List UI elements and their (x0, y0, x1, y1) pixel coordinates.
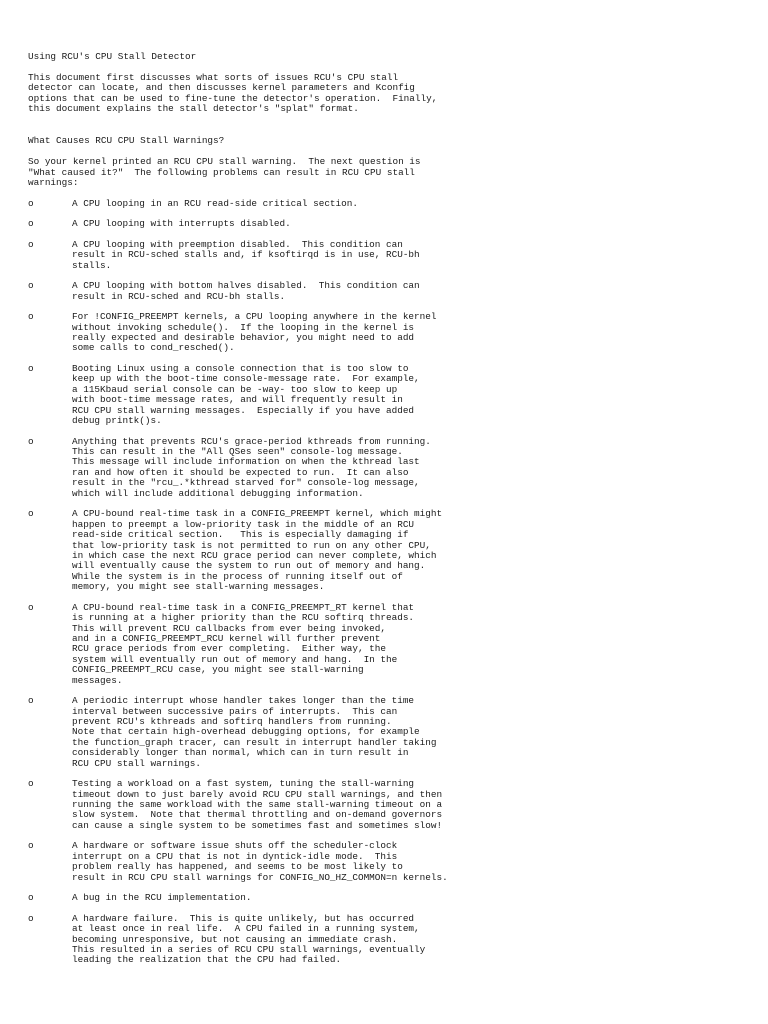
bullet-marker: o (28, 892, 34, 904)
list-item (28, 312, 748, 354)
list-item (28, 240, 748, 271)
list-item (28, 779, 748, 831)
list-item (28, 603, 748, 686)
list-item-text: A CPU-bound real-time task in a CONFIG_PREEMPT_RT kernel that is running at a higher priority than the RCU softirq threads. This will prevent RCU callbacks from ever being invoked, and in a CONFIG_PREEMPT_RCU kernel will further prevent RCU grace periods from ever completing. Either way, the system will eventually run out of memory and hang. In the CONFIG_PREEMPT_RCU case, you might see stall-warning messages. (72, 601, 415, 686)
spacer (28, 115, 748, 137)
list-item (28, 914, 748, 966)
section-heading: What Causes RCU CPU Stall Warnings? (28, 135, 225, 147)
bullet-marker: o (28, 601, 34, 613)
bullet-marker: o (28, 363, 34, 375)
list-item (28, 199, 748, 209)
list-item (28, 281, 748, 302)
list-item (28, 509, 748, 592)
section-intro-paragraph: So your kernel printed an RCU CPU stall warning. The next question is "What caused it?" The following problems can result in RCU CPU stall warnings: (28, 156, 421, 189)
bullet-marker: o (28, 695, 34, 707)
list-item-text: Booting Linux using a console connection that is too slow to keep up with the boot-time console-message rate. For example, a 115Kbaud serial console can be -way- too slow to keep up with boot-time message rates, and will frequently result in RCU CPU stall warning messages. Especially if you have added debug printk()s. (72, 363, 420, 427)
list-item (28, 696, 748, 769)
bullet-marker: o (28, 280, 34, 292)
list-item-text: A CPU looping with interrupts disabled. (72, 218, 291, 230)
list-item-text: A hardware or software issue shuts off the scheduler-clock interrupt on a CPU that is not in dyntick-idle mode. This problem really has happened, and seems to be most likely to result in RCU CPU stall warnings for CONFIG_NO_HZ_COMMON=n kernels. (72, 840, 448, 883)
bullet-marker: o (28, 238, 34, 250)
page-title: Using RCU's CPU Stall Detector (28, 51, 197, 62)
bullet-marker: o (28, 508, 34, 520)
list-item-text: A periodic interrupt whose handler takes longer than the time interval between successive pairs of interrupts. This can prevent RCU's kthreads and softirq handlers from running. Note that certain high-overhead debugging options, for example the function_graph tracer, can result in interrupt handler taking considerably longer than normal, which can in turn result in RCU CPU stall warnings. (72, 695, 437, 769)
list-item (28, 841, 748, 883)
bullet-marker: o (28, 218, 34, 230)
list-item (28, 364, 748, 426)
cause-list (28, 199, 748, 966)
list-item-text: A CPU-bound real-time task in a CONFIG_PREEMPT kernel, which might happen to preempt a low-priority task in the middle of an RCU read-side critical section. This is especially damaging if that low-priority task is not permitted to run on any other CPU, in which case the next RCU grace period can never complete, which will eventually cause the system to run out of memory and hang. While the system is in the process of running itself out of memory, you might see stall-warning messages. (72, 508, 443, 593)
bullet-marker: o (28, 197, 34, 209)
list-item (28, 437, 748, 499)
bullet-marker: o (28, 912, 34, 924)
list-item-text: A CPU looping in an RCU read-side critical section. (72, 197, 358, 209)
list-item-text: Testing a workload on a fast system, tuning the stall-warning timeout down to just barely avoid RCU CPU stall warnings, and then running the same workload with the same stall-warning timeout on a slow system. Note that thermal throttling and on-demand governors can cause a single system to be sometimes fast and sometimes slow! (72, 778, 443, 831)
document-page (28, 52, 748, 966)
bullet-marker: o (28, 435, 34, 447)
list-item-text: A CPU looping with preemption disabled. This condition can result in RCU-sched stalls and, if ksoftirqd is in use, RCU-bh stalls. (72, 238, 420, 271)
list-item-text: Anything that prevents RCU's grace-period kthreads from running. This can result in the "All QSes seen" console-log message. This message will include information on when the kthread last ran and how often it should be expected to run. It can also result in the "rcu_.*kthread starved for" console-log message, which will include additional debugging information. (72, 435, 431, 499)
list-item-text: A hardware failure. This is quite unlikely, but has occurred at least once in real life. A CPU failed in a running system, becoming unresponsive, but not causing an immediate crash. This resulted in a series of RCU CPU stall warnings, eventually leading the realization that the CPU had failed. (72, 912, 426, 966)
list-item-text: A bug in the RCU implementation. (72, 892, 252, 904)
intro-paragraph: This document first discusses what sorts of issues RCU's CPU stall detector can locate, and then discusses kernel parameters and Kconfig options that can be used to fine-tune the detector's operation. Finally, this document explains the stall detector's "splat" format. (28, 72, 438, 115)
list-item-text: A CPU looping with bottom halves disabled. This condition can result in RCU-sched and RCU-bh stalls. (72, 280, 420, 302)
bullet-marker: o (28, 840, 34, 852)
bullet-marker: o (28, 311, 34, 323)
list-item (28, 893, 748, 903)
list-item (28, 219, 748, 229)
bullet-marker: o (28, 778, 34, 790)
list-item-text: For !CONFIG_PREEMPT kernels, a CPU looping anywhere in the kernel without invoking schedule(). If the looping in the kernel is really expected and desirable behavior, you might need to add some calls to cond_resched(). (72, 311, 437, 354)
